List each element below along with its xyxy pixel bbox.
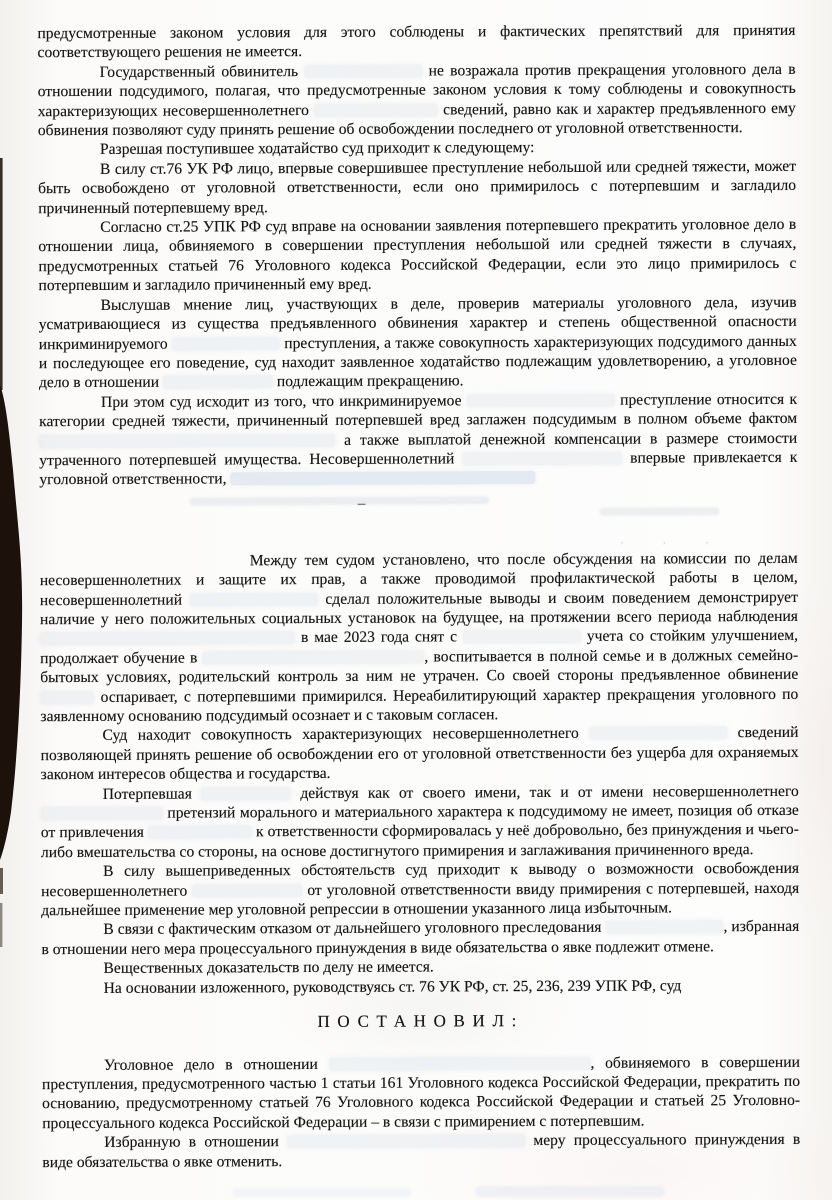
redacted-text: [202, 650, 424, 664]
paragraph: Суд находит совокупность характеризующих несовершеннолетнего сведений позволяющей принять решение об освобождении его от уголовной ответственности без ущерба для охраняемых законом интересов общества и государства.: [40, 724, 799, 784]
redacted-text: [201, 787, 291, 800]
paragraph: При этом суд исходит из того, что инкриминируемое преступление относится к категории средней тяжести, причиненный потерпевшей вред заглажен подсудимым в полном объеме фактом а также выплатой денежной компенсации в размере стоимости утраченного потерпевшей имущества. Несовершеннолетний впервые привлекается к уголовной ответственности,: [39, 390, 798, 489]
decree-heading: ПОСТАНОВИЛ:: [317, 1011, 525, 1032]
redacted-text: [605, 921, 723, 935]
redacted-text: [467, 393, 615, 407]
paragraph: На основании изложенного, руководствуясь ст. 76 УК РФ, ст. 25, 236, 239 УПК РФ, суд: [103, 977, 682, 997]
redacted-text: [589, 727, 727, 741]
redacted-text: [40, 691, 94, 704]
paragraph: Разрешая поступившее ходатайство суд приходит к следующему:: [99, 139, 535, 159]
redacted-text: [475, 1186, 665, 1197]
redacted-text: [287, 1134, 525, 1148]
paragraph: Вещественных доказательств по делу не имеется.: [103, 958, 434, 978]
paragraph: Согласно ст.25 УПК РФ суд вправе на основании заявления потерпевшего прекратить уголовное дело в отношении лица, обвиняемого в совершении преступления небольшой или средней тяжести в случаях, предусмотренных статьей 76 Уголовного кодекса Российской Федерации, если это лицо примирилось с потерпевшим и загладило причиненный ему вред.: [38, 215, 797, 295]
paragraph: Уголовное дело в отношении , обвиняемого в совершении преступления, предусмотренного частью 1 статьи 161 Уголовного кодекса Российской Федерации, прекратить по основанию, предусмотренному статьей 76 Уголовного кодекса Российской Федерации и статьей 25 Уголовно-процессуального кодекса Российской Федерации – в связи с примирением с потерпевшим.: [41, 1053, 801, 1132]
redacted-text: [462, 452, 622, 466]
redacted-text: [190, 593, 318, 607]
paragraph: предусмотренные законом условия для этого соблюдены и фактических препятствий для принятия соответствующего решения не имеется.: [37, 21, 796, 62]
redacted-text: [39, 433, 335, 447]
paragraph: Потерпевшая действуя как от своего имени, так и от имени несовершеннолетнего претензий морального и материального характера к подсудимому не имеет, позиция об отказе от привлечения к ответственности сформировалась у неё добровольно, без принуждения и чьего-либо вмешательства со стороны, на основе достигнутого примирения и заглаживания причиненного вреда.: [40, 782, 799, 862]
paragraph: Между тем судом установлено, что после обсуждения на комиссии по делам несовершеннолетних и защите их прав, а также проводимой профилактической работы в целом, несовершеннолетний сделал положительные выводы и своим поведением демонстрирует наличие у него положительных социальных установок на будущее, на протяжении всего периода наблюдения в мае 2023 года снят с учета со стойким улучшением, продолжает обучение в , воспитывается в полной семье и в должных семейно-бытовых условиях, родительский контроль за ним не утрачен. Со своей стороны предъявленное обвинение оспаривает, с потерпевшими примирился. Нереабилитирующий характер прекращения уголовного по заявленному основанию подсудимый осознает и с таковым согласен.: [39, 549, 799, 726]
paragraph: В связи с фактическим отказом от дальнейшего уголовного преследования , избранная в отношении него мера процессуального принуждения в виде обязательства о явке подлежит отмене.: [41, 918, 800, 959]
redacted-text: [314, 103, 438, 117]
redacted-text: [172, 337, 280, 350]
redacted-text: [328, 1056, 590, 1070]
paragraph: Выслушав мнение лиц, участвующих в деле, проверив материалы уголовного дела, изучив усматривающиеся из существа предъявленного обвинения характер и степень общественной опасности инкриминируемого преступления, а также совокупность характеризующих подсудимого данных и последующее его поведение, суд находит заявленное ходатайство подлежащим удовлетворению, а уголовное дело в отношении подлежащим прекращению.: [38, 293, 797, 392]
redacted-text: [463, 630, 581, 644]
scan-edge-artifact: [0, 0, 32, 1200]
document-body: [37, 21, 800, 1172]
paragraph: В силу ст.76 УК РФ лицо, впервые совершившее преступление небольшой или средней тяжести, может быть освобождено от уголовной ответственности, если оно примирилось с потерпевшим и загладило причиненный потерпевшему вред.: [38, 157, 797, 217]
redacted-text: [304, 64, 422, 78]
redacted-text: [192, 884, 302, 897]
redacted-text: [230, 471, 535, 485]
redacted-text: [189, 496, 489, 505]
redacted-text: [41, 807, 163, 821]
redacted-text: [163, 375, 273, 388]
redacted-text: [232, 1188, 412, 1197]
paragraph: Государственный обвинитель не возражала против прекращения уголовного дела в отношении подсудимого, полагая, что предусмотренные законом условия к тому соблюдены и совокупность характеризующих несовершеннолетнего сведений, равно как и характер предъявленного ему обвинения позволяют суду принять решение об освобождении последнего от уголовной ответственности.: [37, 60, 796, 140]
divider-dash: –: [357, 495, 366, 512]
redacted-section-divider: [39, 487, 797, 552]
scan-ghost-marks: ʼ ʼ ʼ: [620, 540, 727, 552]
redacted-text: [40, 631, 295, 645]
paragraph: Избранную в отношении меру процессуального принуждения в виде обязательства о явке отменить.: [42, 1130, 801, 1171]
paragraph: В силу вышеприведенных обстоятельств суд приходит к выводу о возможности освобождения несовершеннолетнего от уголовной ответственности ввиду примирения с потерпевшей, находя дальнейшее применение мер уголовной репрессии в отношении указанного лица избыточным.: [41, 860, 800, 920]
redacted-text: [599, 507, 719, 516]
redacted-text: [148, 826, 252, 839]
